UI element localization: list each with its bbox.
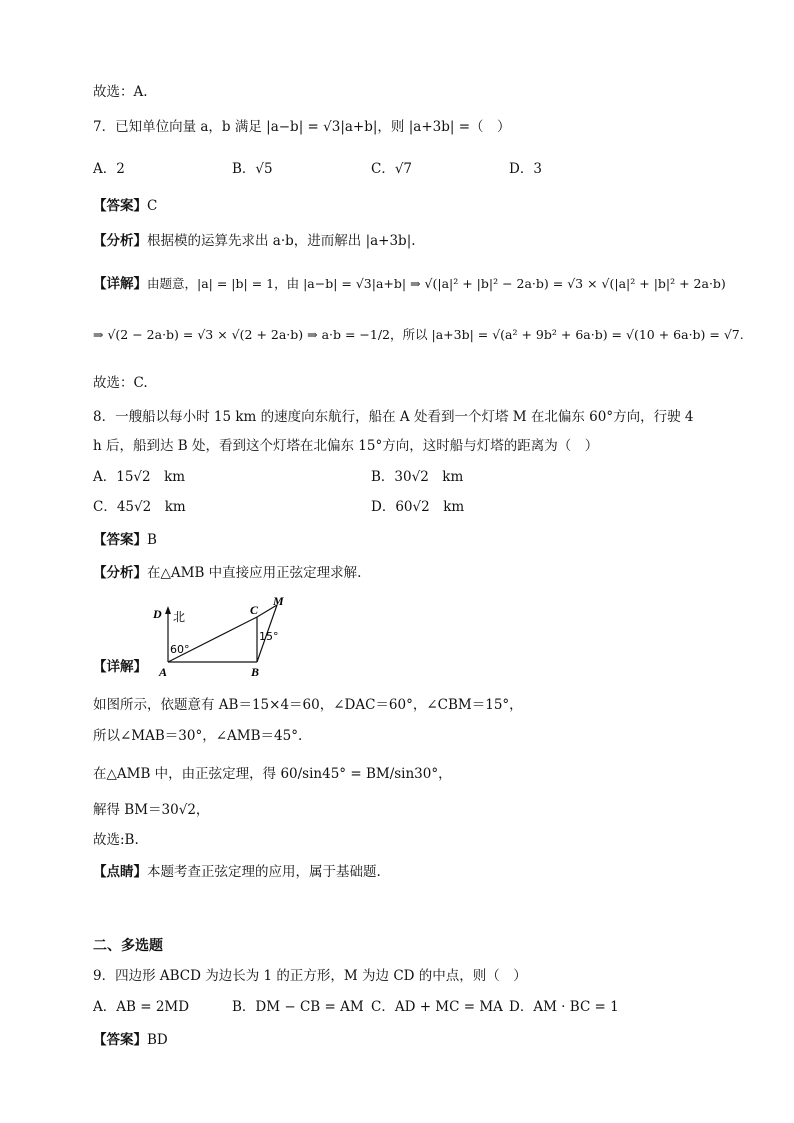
q8-answer xyxy=(93,530,157,550)
q7-option-d: D．3 xyxy=(509,161,542,177)
comment-text: 本题考查正弦定理的应用，属于基础题. xyxy=(147,864,381,880)
prev-answer-select: 故选：A. xyxy=(93,84,148,100)
q8-solution-step-1: 如图所示，依题意有 AB＝15×4＝60，∠DAC＝60°，∠CBM＝15°， xyxy=(93,697,523,713)
q8-select: 故选:B. xyxy=(93,832,139,848)
question-8-stem-cont: h 后，船到达 B 处，看到这个灯塔在北偏东 15°方向，这时船与灯塔的距离为（ ） xyxy=(93,438,599,454)
q9-option-d: D．AM · BC = 1 xyxy=(509,999,619,1015)
detail-tag: 【详解】 xyxy=(93,659,147,675)
label-a: A xyxy=(159,665,168,679)
q8-solution-step-3: 在△AMB 中，由正弦定理，得 60/sin45° = BM/sin30°， xyxy=(93,766,452,782)
question-7-stem: 7．已知单位向量 a，b 满足 |a−b| = √3|a+b|，则 |a+3b| =（ ） xyxy=(93,119,511,135)
analysis-text: 根据模的运算先求出 a·b，进而解出 |a+3b|. xyxy=(147,233,416,249)
angle-60-label: 60° xyxy=(170,643,190,656)
q8-detail-tag xyxy=(93,657,147,677)
q7-select: 故选：C. xyxy=(93,375,148,391)
q7-detail xyxy=(93,274,726,294)
q8-solution-step-2: 所以∠MAB＝30°，∠AMB＝45°. xyxy=(93,728,303,744)
q7-detail-cont: ⇒ √(2 − 2a·b) = √3 × √(2 + 2a·b) ⇒ a·b = −1/2，所以 |a+3b| = √(a² + 9b² + 6a·b) = √(10 + 6a·b) = √7. xyxy=(93,327,744,342)
answer-tag: 【答案】 xyxy=(93,532,147,548)
analysis-text: 在△AMB 中直接应用正弦定理求解. xyxy=(147,565,362,581)
q8-option-b: B．30√2 km xyxy=(371,469,464,485)
q9-answer xyxy=(93,1030,168,1050)
q9-option-a: A．AB = 2MD xyxy=(93,999,190,1015)
q9-option-c: C．AD + MC = MA xyxy=(371,999,503,1015)
q7-analysis xyxy=(93,231,416,251)
q8-analysis xyxy=(93,563,361,583)
question-8-stem: 8．一艘船以每小时 15 km 的速度向东航行，船在 A 处看到一个灯塔 M 在北偏东 60°方向，行驶 4 xyxy=(93,409,694,425)
analysis-tag: 【分析】 xyxy=(93,233,147,249)
analysis-tag: 【分析】 xyxy=(93,565,147,581)
q7-option-a: A．2 xyxy=(93,161,125,177)
north-arrow-head xyxy=(165,606,171,614)
label-north: 北 xyxy=(173,610,186,624)
comment-tag: 【点睛】 xyxy=(93,864,147,880)
label-b: B xyxy=(251,665,260,679)
q8-option-a: A．15√2 km xyxy=(93,469,186,485)
answer-value: C xyxy=(147,198,158,214)
detail-tag: 【详解】 xyxy=(93,276,147,292)
q8-solution-step-4: 解得 BM＝30√2， xyxy=(93,802,210,818)
label-m: M xyxy=(273,594,284,608)
q9-option-b: B．DM − CB = AM xyxy=(232,999,364,1015)
q8-comment xyxy=(93,862,381,882)
bearing-diagram xyxy=(150,592,295,682)
question-9-stem: 9．四边形 ABCD 为边长为 1 的正方形，M 为边 CD 的中点，则（ ） xyxy=(93,968,527,984)
detail-text: 由题意，|a| = |b| = 1，由 |a−b| = √3|a+b| ⇒ √(|a|² + |b|² − 2a·b) = √3 × √(|a|² + |b|² + 2a·b) xyxy=(147,276,726,291)
q7-option-b: B．√5 xyxy=(232,161,273,177)
q7-option-c: C．√7 xyxy=(371,161,413,177)
answer-tag: 【答案】 xyxy=(93,198,147,214)
q8-option-d: D．60√2 km xyxy=(371,499,465,515)
answer-value: BD xyxy=(147,1032,168,1048)
section-heading: 二、多选题 xyxy=(93,938,163,954)
q7-answer xyxy=(93,196,157,216)
answer-value: B xyxy=(147,532,157,548)
answer-tag: 【答案】 xyxy=(93,1032,147,1048)
angle-15-label: 15° xyxy=(259,630,279,643)
q8-option-c: C．45√2 km xyxy=(93,499,186,515)
label-d: D xyxy=(153,607,162,621)
label-c: C xyxy=(250,603,259,617)
